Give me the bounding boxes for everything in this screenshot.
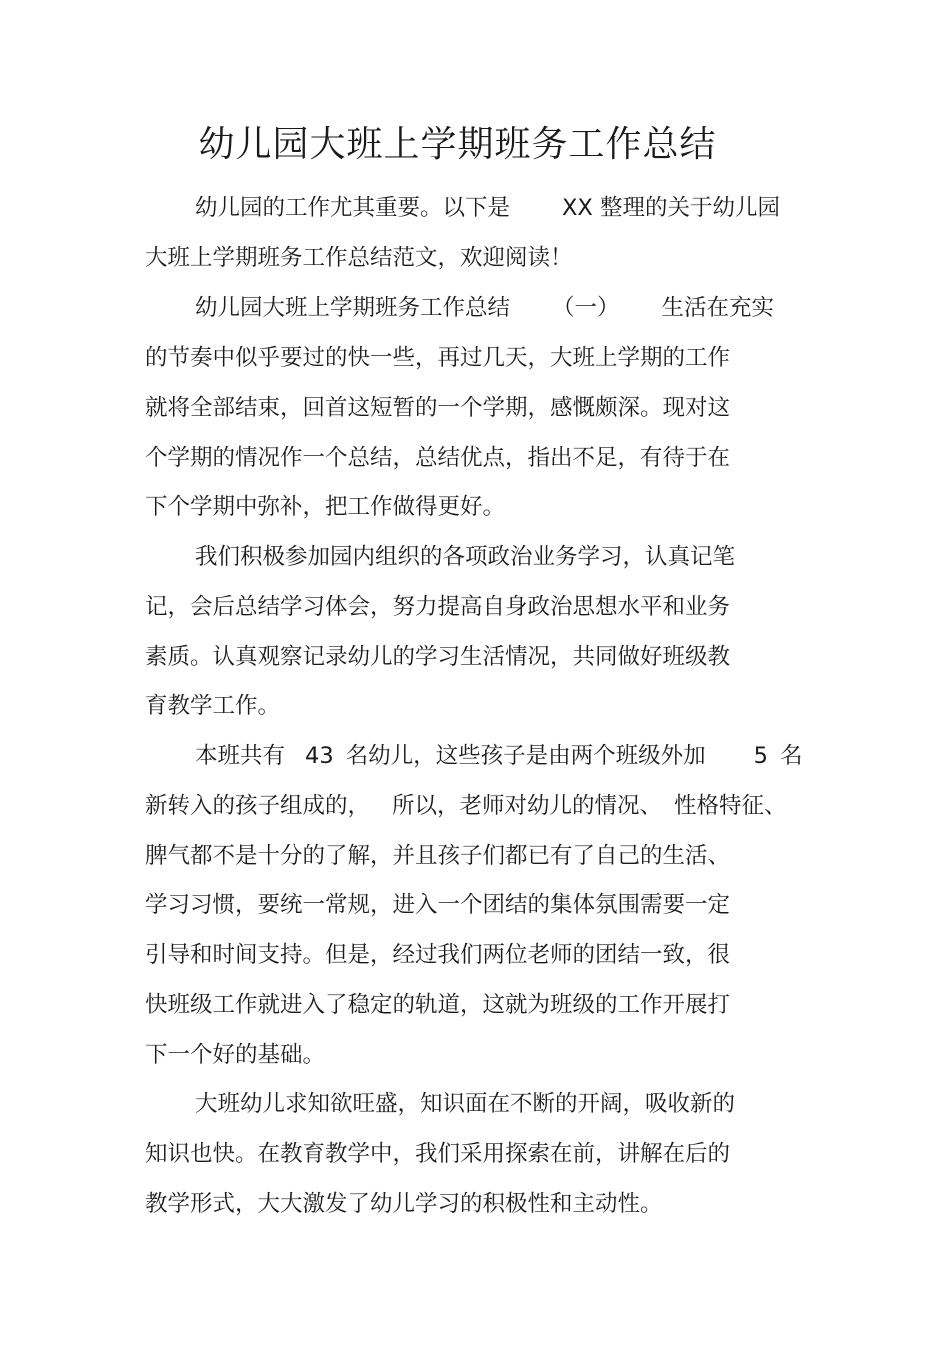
text-run: 幼儿园大班上学期班务工作总结: [195, 295, 511, 321]
paragraph-line: [195, 288, 774, 328]
paragraph-line: [145, 786, 787, 826]
paragraph-line: 个学期的情况作一个总结，总结优点，指出不足，有待于在: [145, 445, 731, 471]
text-run: 名幼儿，这些孩子是由两个班级外加: [345, 743, 706, 769]
text-run: （一）: [552, 295, 620, 321]
paragraph-line: [195, 188, 780, 228]
paragraph-line: 大班幼儿求知欲旺盛，知识面在不断的开阔，吸收新的: [195, 1091, 736, 1117]
paragraph-line: 学习习惯，要统一常规，进入一个团结的集体氛围需要一定: [145, 892, 731, 918]
text-run: 本班共有: [195, 743, 286, 769]
paragraph-line: 教学形式，大大激发了幼儿学习的积极性和主动性。: [145, 1191, 663, 1217]
text-run: 新转入的孩子组成的，: [145, 793, 371, 819]
number-run: 5: [753, 743, 768, 769]
text-run: 幼儿园的工作尤其重要。以下是: [195, 195, 511, 221]
paragraph-line: 大班上学期班务工作总结范文，欢迎阅读！: [145, 245, 573, 271]
paragraph-line: 引导和时间支持。但是，经过我们两位老师的团结一致，很: [145, 942, 731, 968]
paragraph-line: 下一个好的基础。: [145, 1042, 326, 1068]
paragraph-line: 就将全部结束，回首这短暂的一个学期，感慨颇深。现对这: [145, 395, 731, 421]
paragraph-line: 脾气都不是十分的了解，并且孩子们都已有了自己的生活、: [145, 843, 731, 869]
paragraph-line: 的节奏中似乎要过的快一些，再过几天，大班上学期的工作: [145, 345, 731, 371]
paragraph-line: 知识也快。在教育教学中，我们采用探索在前，讲解在后的: [145, 1141, 731, 1167]
text-run: 生活在充实: [661, 295, 775, 321]
number-run: 43: [305, 743, 334, 769]
paragraph-line: 我们积极参加园内组织的各项政治业务学习，认真记笔: [195, 544, 736, 570]
paragraph-line: 记，会后总结学习体会，努力提高自身政治思想水平和业务: [145, 594, 731, 620]
paragraph-line: 育教学工作。: [145, 693, 281, 719]
text-run: XX 整理的关于幼儿园: [562, 195, 780, 221]
text-run: 名: [780, 743, 803, 769]
paragraph-line: 素质。认真观察记录幼儿的学习生活情况，共同做好班级教: [145, 644, 731, 670]
text-run: 所以，老师对幼儿的情况、: [392, 793, 663, 819]
paragraph-line: [195, 736, 803, 776]
paragraph-line: 快班级工作就进入了稳定的轨道，这就为班级的工作开展打: [145, 992, 731, 1018]
document-title: 幼儿园大班上学期班务工作总结: [198, 124, 717, 165]
paragraph-line: 下个学期中弥补，把工作做得更好。: [145, 494, 506, 520]
text-run: 性格特征、: [674, 793, 787, 819]
